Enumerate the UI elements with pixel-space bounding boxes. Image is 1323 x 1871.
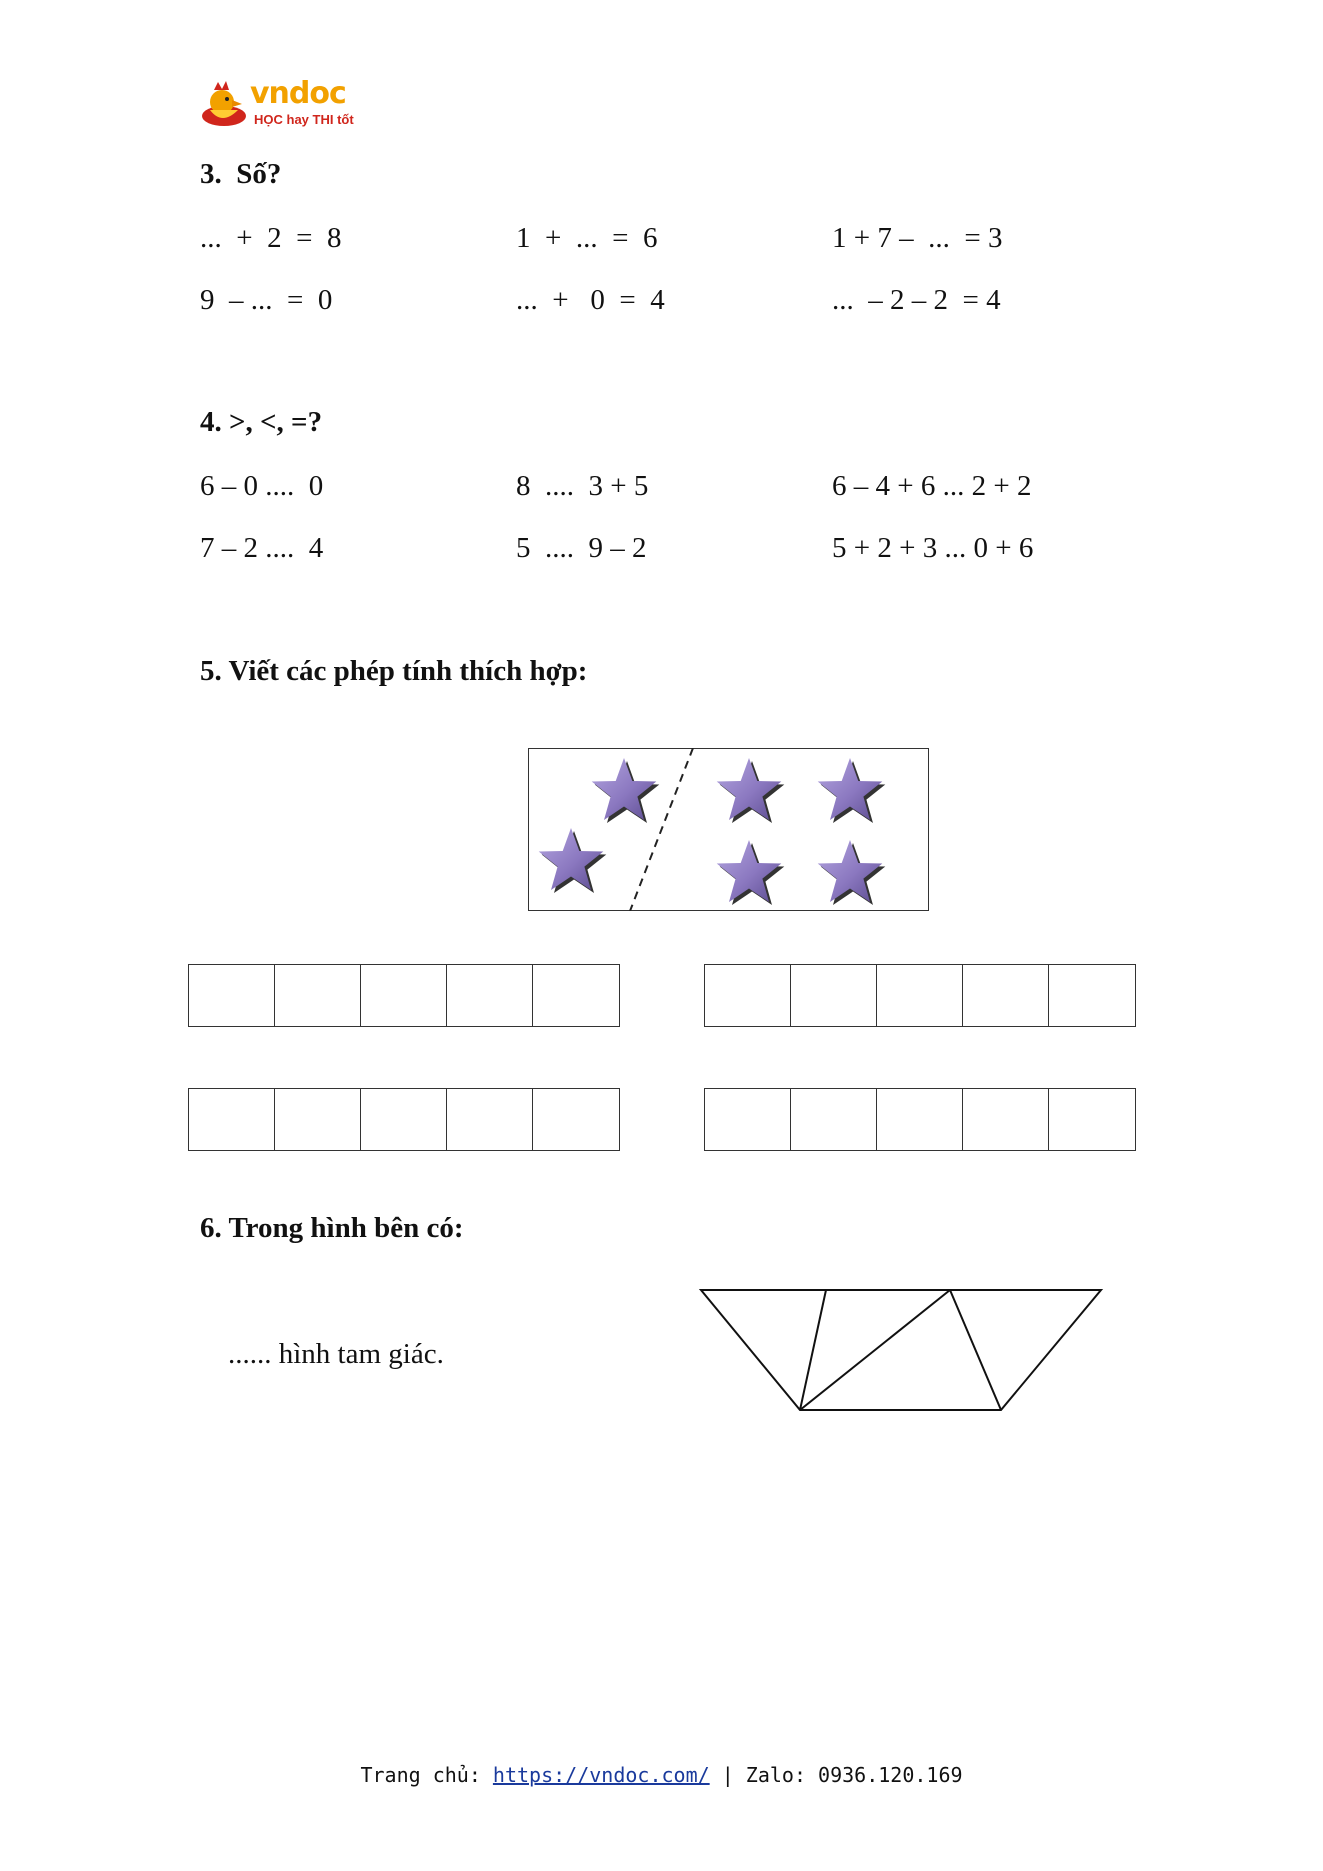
answer-boxes-row xyxy=(188,1088,620,1151)
star-icon xyxy=(817,840,885,905)
answer-cell[interactable] xyxy=(533,965,619,1026)
section-4-title: 4. >, <, =? xyxy=(200,406,323,438)
logo-tagline: HỌC hay THI tốt xyxy=(254,112,354,127)
answer-cell[interactable] xyxy=(877,965,963,1026)
star-icon xyxy=(591,758,659,823)
answer-cell[interactable] xyxy=(447,965,533,1026)
footer-prefix: Trang chủ: xyxy=(360,1763,493,1787)
exercise-4-r1-c2: 8 .... 3 + 5 xyxy=(516,470,649,502)
answer-cell[interactable] xyxy=(791,965,877,1026)
answer-cell[interactable] xyxy=(189,1089,275,1150)
answer-cell[interactable] xyxy=(963,965,1049,1026)
triangle-divider xyxy=(950,1290,1001,1410)
exercise-4-r1-c3: 6 – 4 + 6 ... 2 + 2 xyxy=(832,470,1032,502)
answer-cell[interactable] xyxy=(1049,1089,1135,1150)
answer-cell[interactable] xyxy=(361,1089,447,1150)
section-5-title: 5. Viết các phép tính thích hợp: xyxy=(200,655,588,687)
answer-cell[interactable] xyxy=(877,1089,963,1150)
vndoc-logo[interactable] xyxy=(198,76,373,134)
stars-illustration xyxy=(528,748,929,911)
answer-cell[interactable] xyxy=(963,1089,1049,1150)
exercise-4-r2-c3: 5 + 2 + 3 ... 0 + 6 xyxy=(832,532,1034,564)
triangles-figure xyxy=(698,1286,1104,1414)
answer-cell[interactable] xyxy=(1049,965,1135,1026)
logo-wordmark: vndoc xyxy=(250,76,346,111)
triangle-count-answer: ...... hình tam giác. xyxy=(228,1338,444,1370)
exercise-3-r2-c2: ... + 0 = 4 xyxy=(516,284,665,316)
star-icon xyxy=(817,758,885,823)
footer-separator: | xyxy=(709,1763,746,1787)
exercise-3-r2-c3: ... – 2 – 2 = 4 xyxy=(832,284,1001,316)
answer-boxes-row xyxy=(188,964,620,1027)
star-icon xyxy=(538,828,606,893)
answer-cell[interactable] xyxy=(361,965,447,1026)
page-footer xyxy=(0,1763,1323,1787)
section-3-title: 3. Số? xyxy=(200,158,282,190)
exercise-3-r2-c1: 9 – ... = 0 xyxy=(200,284,333,316)
answer-cell[interactable] xyxy=(705,1089,791,1150)
answer-cell[interactable] xyxy=(275,1089,361,1150)
footer-zalo: Zalo: 0936.120.169 xyxy=(745,1763,963,1787)
answer-cell[interactable] xyxy=(791,1089,877,1150)
stars-picture xyxy=(528,748,929,911)
exercise-4-r2-c1: 7 – 2 .... 4 xyxy=(200,532,324,564)
star-icon xyxy=(716,840,784,905)
star-icon xyxy=(716,758,784,823)
exercise-4-r2-c2: 5 .... 9 – 2 xyxy=(516,532,647,564)
exercise-4-r1-c1: 6 – 0 .... 0 xyxy=(200,470,324,502)
footer-home-link[interactable]: https://vndoc.com/ xyxy=(492,1763,710,1787)
answer-cell[interactable] xyxy=(275,965,361,1026)
answer-cell[interactable] xyxy=(533,1089,619,1150)
answer-boxes-row xyxy=(704,1088,1136,1151)
section-6-title: 6. Trong hình bên có: xyxy=(200,1212,464,1244)
answer-cell[interactable] xyxy=(705,965,791,1026)
exercise-3-r1-c2: 1 + ... = 6 xyxy=(516,222,658,254)
exercise-3-r1-c3: 1 + 7 – ... = 3 xyxy=(832,222,1003,254)
rooster-mascot-icon xyxy=(198,80,250,132)
answer-cell[interactable] xyxy=(447,1089,533,1150)
dashed-divider xyxy=(630,748,693,911)
answer-boxes-row xyxy=(704,964,1136,1027)
answer-cell[interactable] xyxy=(189,965,275,1026)
exercise-3-r1-c1: ... + 2 = 8 xyxy=(200,222,342,254)
trapezoid-outline xyxy=(701,1290,1101,1410)
